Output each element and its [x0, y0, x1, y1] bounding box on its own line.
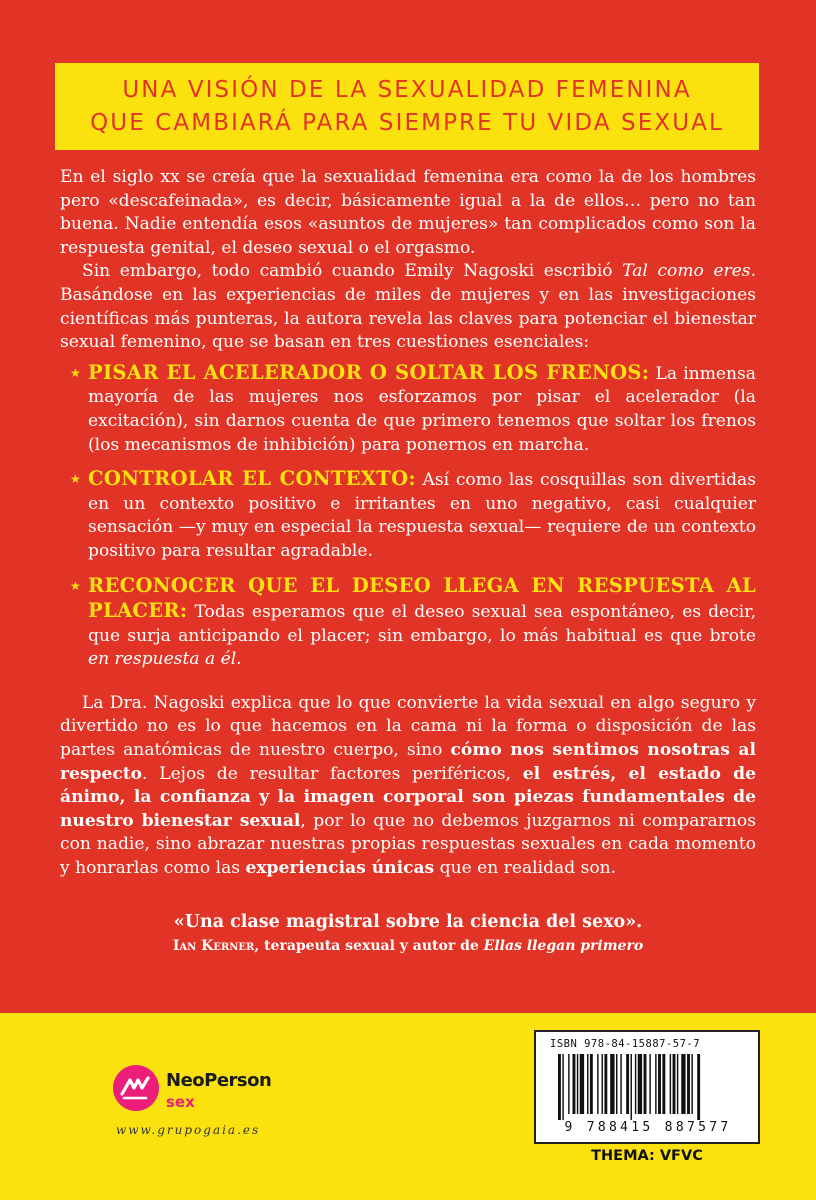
barcode-bar: [631, 1054, 632, 1120]
barcode-bar: [644, 1054, 647, 1114]
barcode-bar: [620, 1054, 621, 1114]
key-point-3: [60, 574, 756, 672]
key-point-heading: CONTROLAR EL CONTEXTO:: [88, 467, 416, 491]
barcode-bar: [604, 1054, 607, 1114]
key-point-text: Todas esperamos que el deseo sexual sea espontáneo, es decir, que surja anticipando el placer; sin embargo, lo más habitual es que brote: [88, 602, 756, 646]
barcode-bar: [590, 1054, 593, 1114]
barcode-bar: [687, 1054, 690, 1114]
barcode-bar: [635, 1054, 636, 1114]
barcode-bars: [558, 1054, 742, 1120]
barcode-digits: 9 788415 887577: [564, 1120, 732, 1135]
barcode-bar: [649, 1054, 650, 1114]
publisher-name: NeoPerson: [166, 1070, 272, 1091]
barcode-bar: [562, 1054, 563, 1120]
barcode-bar: [573, 1054, 576, 1114]
barcode-bar: [577, 1054, 578, 1114]
barcode-bar: [616, 1054, 617, 1114]
barcode-bar: [597, 1054, 598, 1114]
key-point-2: [60, 467, 756, 563]
barcode-bar: [681, 1054, 685, 1114]
key-point-heading: RECONOCER QUE EL DESEO LLEGA EN RESPUESTA AL PLACER:: [88, 573, 756, 623]
intro-paragraph-2: Sin embargo, todo cambió cuando Emily Nagoski escribió Tal como eres. Basándose en las experiencias de miles de mujeres y en las investigaciones científicas más punteras, la autora revela las claves para potenciar el bienestar sexual femenino, que se basan en tres cuestiones esenciales:: [60, 261, 756, 353]
blurb-quote: [60, 910, 756, 957]
back-cover-text: [60, 166, 756, 881]
star-icon: ★: [70, 578, 81, 593]
publisher-url: www.grupogaia.es: [116, 1123, 261, 1137]
barcode-bar: [677, 1054, 678, 1114]
quote-text: «Una clase magistral sobre la ciencia del sexo».: [173, 912, 643, 932]
barcode-bar: [670, 1054, 671, 1114]
barcode-bar: [638, 1054, 642, 1114]
key-points-list: [60, 361, 756, 672]
headline-line-2: QUE CAMBIARÁ PARA SIEMPRE TU VIDA SEXUAL: [90, 109, 724, 136]
isbn-barcode: [534, 1030, 760, 1144]
key-point-italic: en respuesta a él.: [88, 649, 242, 670]
thema-code: THEMA: VFVC: [591, 1148, 703, 1164]
barcode-bar: [658, 1054, 661, 1114]
key-point-text: La inmensa mayoría de las mujeres nos esforzamos por pisar el acelerador (la excitación), sin darnos cuenta de que primero tenemos que soltar los frenos (los mecanismos de inhibición) para ponernos en marcha.: [88, 363, 756, 455]
barcode-bar: [673, 1054, 676, 1114]
closing-paragraph: La Dra. Nagoski explica que lo que convierte la vida sexual en algo seguro y divertido no es lo que hacemos en la cama ni la forma o disposición de las partes anatómicas de nuestro cuerpo, sino cómo nos sentimos nosotras al respecto. Lejos de resultar factores periféricos, el estrés, el estado de ánimo, la confianza y la imagen corporal son piezas fundamentales de nuestro bienestar sexual, por lo que no debemos juzgarnos ni compararnos con nadie, sino abrazar nuestras propias respuestas sexuales en cada momento y honrarlas como las experiencias únicas que en realidad son.: [60, 692, 756, 879]
isbn-label: ISBN 978-84-15887-57-7: [550, 1038, 701, 1050]
barcode-bar: [558, 1054, 561, 1120]
publisher-sub: sex: [166, 1093, 195, 1111]
key-point-1: [60, 361, 756, 457]
barcode-bar: [602, 1054, 603, 1114]
headline-line-1: UNA VISIÓN DE LA SEXUALIDAD FEMENINA: [122, 76, 692, 103]
key-point-text: Así como las cosquillas son divertidas en un contexto positivo e irritantes en uno negativo, casi cualquier sensación —y muy en especial la respuesta sexual— requiere de un contexto positivo para resultar agradable.: [88, 470, 756, 561]
barcode-bar: [610, 1054, 614, 1114]
quote-author: Ian Kerner: [172, 938, 255, 954]
key-point-heading: PISAR EL ACELERADOR O SOLTAR LOS FRENOS:: [88, 360, 650, 384]
barcode-bar: [662, 1054, 665, 1114]
quote-attribution: Ian Kerner, terapeuta sexual y autor de Ellas llegan primero: [172, 938, 644, 954]
barcode-bar: [626, 1054, 629, 1114]
headline-banner: [55, 63, 759, 150]
barcode-bar: [580, 1054, 584, 1114]
star-icon: ★: [70, 365, 81, 380]
intro-paragraph-1: En el siglo xx se creía que la sexualidad femenina era como la de los hombres pero «descafeinada», es decir, básicamente igual a la de ellos… pero no tan buena. Nadie entendía esos «asuntos de mujeres» tan complicados como son la respuesta genital, el deseo sexual o el orgasmo.: [60, 167, 756, 258]
barcode-bar: [587, 1054, 588, 1114]
neoperson-logo-icon: [112, 1064, 160, 1112]
book-title: Tal como eres: [622, 261, 751, 282]
barcode-bar: [568, 1054, 569, 1114]
barcode-bar: [655, 1054, 656, 1114]
quote-book: Ellas llegan primero: [483, 938, 644, 954]
barcode-bar: [697, 1054, 700, 1120]
star-icon: ★: [70, 472, 81, 487]
barcode-bar: [691, 1054, 692, 1114]
